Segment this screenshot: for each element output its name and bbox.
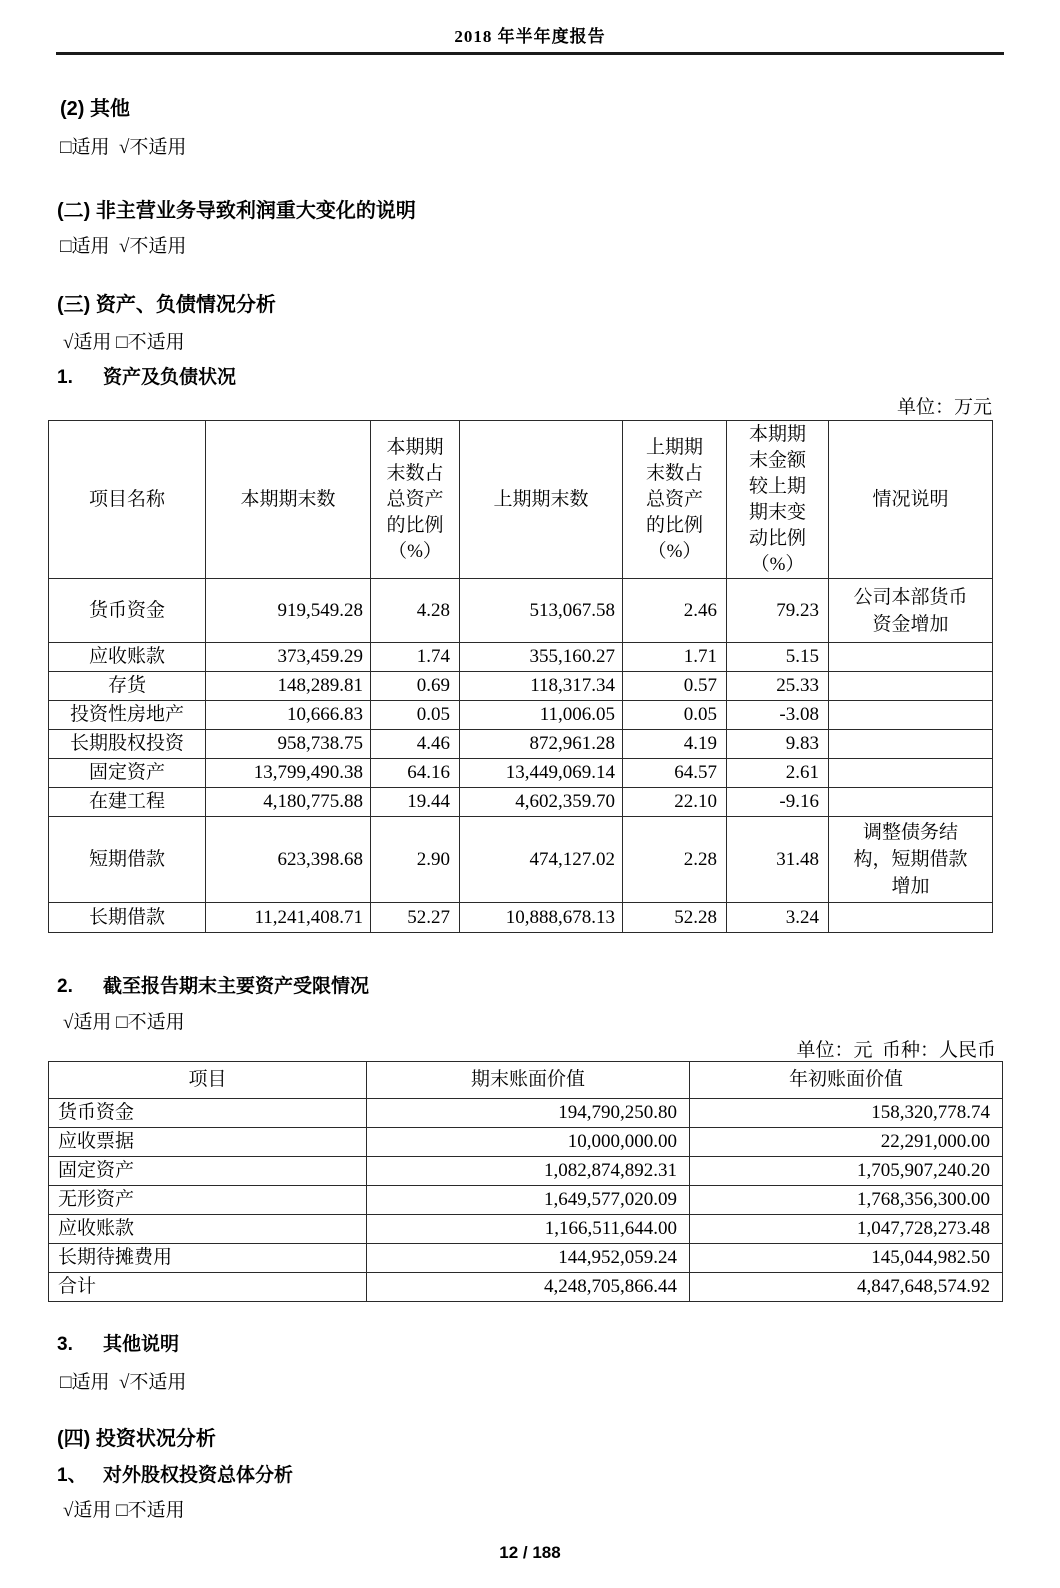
column-header: 期末账面价值 xyxy=(367,1062,690,1099)
table-cell: 10,888,678.13 xyxy=(460,903,623,933)
table-row xyxy=(49,817,993,903)
table-cell: 1.71 xyxy=(623,643,727,672)
column-header: 项目名称 xyxy=(49,421,206,579)
table-cell: 22,291,000.00 xyxy=(690,1128,1003,1157)
column-header: 上期期末数 xyxy=(460,421,623,579)
table-cell: 158,320,778.74 xyxy=(690,1099,1003,1128)
table-cell: 31.48 xyxy=(727,817,829,903)
table-cell: 长期借款 xyxy=(49,903,206,933)
table-cell: 公司本部货币资金增加 xyxy=(829,579,993,643)
other-notes-applicability: □适用 √不适用 xyxy=(60,1372,187,1393)
table-row xyxy=(49,903,993,933)
table-cell xyxy=(829,759,993,788)
table-cell: 148,289.81 xyxy=(206,672,371,701)
table-cell: 固定资产 xyxy=(49,759,206,788)
table-cell: 4.19 xyxy=(623,730,727,759)
table-cell: 4,847,648,574.92 xyxy=(690,1273,1003,1302)
table1-unit-label: 单位：万元 xyxy=(896,397,992,418)
table-cell: 在建工程 xyxy=(49,788,206,817)
equity-investment-applicability: √适用 □不适用 xyxy=(63,1500,185,1521)
table-cell: 919,549.28 xyxy=(206,579,371,643)
table-cell: 1,082,874,892.31 xyxy=(367,1157,690,1186)
table-cell: 10,666.83 xyxy=(206,701,371,730)
table-cell: 4.28 xyxy=(371,579,460,643)
table-cell: 货币资金 xyxy=(49,1099,367,1128)
column-header: 项目 xyxy=(49,1062,367,1099)
table-cell: 64.57 xyxy=(623,759,727,788)
table-cell: 1,768,356,300.00 xyxy=(690,1186,1003,1215)
table-cell xyxy=(829,643,993,672)
table-cell: 5.15 xyxy=(727,643,829,672)
subsection-title: 其他说明 xyxy=(103,1334,180,1355)
table-cell: 0.69 xyxy=(371,672,460,701)
table-cell: 9.83 xyxy=(727,730,829,759)
table-cell: -9.16 xyxy=(727,788,829,817)
table-cell: 22.10 xyxy=(623,788,727,817)
table-cell xyxy=(829,788,993,817)
table-cell: 25.33 xyxy=(727,672,829,701)
table-cell: 短期借款 xyxy=(49,817,206,903)
table-cell: 2.90 xyxy=(371,817,460,903)
table-cell xyxy=(829,730,993,759)
table-cell: 固定资产 xyxy=(49,1157,367,1186)
table-row xyxy=(49,759,993,788)
table-cell xyxy=(829,903,993,933)
table-cell: 长期待摊费用 xyxy=(49,1244,367,1273)
column-header: 情况说明 xyxy=(829,421,993,579)
table-cell: 52.27 xyxy=(371,903,460,933)
table-cell: 79.23 xyxy=(727,579,829,643)
table-cell xyxy=(829,701,993,730)
table-cell: 513,067.58 xyxy=(460,579,623,643)
table-cell: 0.57 xyxy=(623,672,727,701)
subsection-number: 2. xyxy=(57,976,73,997)
table-cell: 194,790,250.80 xyxy=(367,1099,690,1128)
header-rule xyxy=(56,52,1004,55)
section-non-main-heading: (二) 非主营业务导致利润重大变化的说明 xyxy=(57,200,416,222)
table-cell: 623,398.68 xyxy=(206,817,371,903)
section-other-applicability: □适用 √不适用 xyxy=(60,137,187,158)
page-number: 12 / 188 xyxy=(499,1543,561,1562)
table-cell: 19.44 xyxy=(371,788,460,817)
table-cell: 4.46 xyxy=(371,730,460,759)
table-cell: 长期股权投资 xyxy=(49,730,206,759)
table-cell: 投资性房地产 xyxy=(49,701,206,730)
table-row xyxy=(49,788,993,817)
table-cell: 13,799,490.38 xyxy=(206,759,371,788)
table-cell: 958,738.75 xyxy=(206,730,371,759)
subsection-title: 对外股权投资总体分析 xyxy=(103,1465,294,1486)
section-other-heading: (2) 其他 xyxy=(60,98,130,120)
table-row xyxy=(49,1157,1003,1186)
table-cell: 474,127.02 xyxy=(460,817,623,903)
subsection-assets-status xyxy=(57,362,236,389)
page-title: 2018 年半年度报告 xyxy=(454,27,606,46)
table-row xyxy=(49,730,993,759)
section-assets-heading: (三) 资产、负债情况分析 xyxy=(57,294,276,316)
table-cell: 合计 xyxy=(49,1273,367,1302)
table-row xyxy=(49,672,993,701)
subsection-number: 3. xyxy=(57,1334,73,1355)
table-cell: 13,449,069.14 xyxy=(460,759,623,788)
table-row xyxy=(49,1186,1003,1215)
table-row xyxy=(49,579,993,643)
table-cell: 373,459.29 xyxy=(206,643,371,672)
assets-liabilities-table xyxy=(48,420,993,933)
subsection-restricted-assets xyxy=(57,971,369,998)
table-cell: 无形资产 xyxy=(49,1186,367,1215)
section-non-main-applicability: □适用 √不适用 xyxy=(60,236,187,257)
table-row xyxy=(49,1273,1003,1302)
table-row xyxy=(49,1099,1003,1128)
table-cell: 872,961.28 xyxy=(460,730,623,759)
table-cell: 4,602,359.70 xyxy=(460,788,623,817)
table-cell: 1,705,907,240.20 xyxy=(690,1157,1003,1186)
restricted-assets-table xyxy=(48,1061,1003,1302)
column-header: 上期期末数占总资产的比例（%） xyxy=(623,421,727,579)
table-cell: 52.28 xyxy=(623,903,727,933)
table-row xyxy=(49,1215,1003,1244)
table-cell: -3.08 xyxy=(727,701,829,730)
column-header: 本期期末数 xyxy=(206,421,371,579)
table-header-row xyxy=(49,1062,1003,1099)
table-cell: 11,241,408.71 xyxy=(206,903,371,933)
table-row xyxy=(49,1244,1003,1273)
column-header: 本期期末金额较上期期末变动比例（%） xyxy=(727,421,829,579)
subsection-equity-investment xyxy=(57,1460,293,1487)
table-cell: 0.05 xyxy=(371,701,460,730)
table2-unit-label: 单位：元 币种：人民币 xyxy=(796,1040,996,1061)
table-cell: 货币资金 xyxy=(49,579,206,643)
restricted-assets-applicability: √适用 □不适用 xyxy=(63,1012,185,1033)
subsection-number: 1. xyxy=(57,367,73,388)
table-cell: 1,166,511,644.00 xyxy=(367,1215,690,1244)
table-row xyxy=(49,701,993,730)
table-cell: 118,317.34 xyxy=(460,672,623,701)
table-cell: 144,952,059.24 xyxy=(367,1244,690,1273)
column-header: 本期期末数占总资产的比例（%） xyxy=(371,421,460,579)
table-cell: 1,047,728,273.48 xyxy=(690,1215,1003,1244)
table-cell: 10,000,000.00 xyxy=(367,1128,690,1157)
subsection-title: 截至报告期末主要资产受限情况 xyxy=(103,976,370,997)
table-cell: 2.28 xyxy=(623,817,727,903)
table-cell: 应收账款 xyxy=(49,643,206,672)
table-cell: 2.61 xyxy=(727,759,829,788)
subsection-other-notes xyxy=(57,1329,179,1356)
table-cell xyxy=(829,672,993,701)
table-cell: 0.05 xyxy=(623,701,727,730)
column-header: 年初账面价值 xyxy=(690,1062,1003,1099)
table-header-row xyxy=(49,421,993,579)
table-cell: 2.46 xyxy=(623,579,727,643)
table-cell: 4,180,775.88 xyxy=(206,788,371,817)
table-row xyxy=(49,1128,1003,1157)
table-cell: 4,248,705,866.44 xyxy=(367,1273,690,1302)
table-cell: 1,649,577,020.09 xyxy=(367,1186,690,1215)
table-cell: 1.74 xyxy=(371,643,460,672)
subsection-title: 资产及负债状况 xyxy=(103,367,237,388)
table-cell: 应收票据 xyxy=(49,1128,367,1157)
table-cell: 64.16 xyxy=(371,759,460,788)
table-row xyxy=(49,643,993,672)
section-assets-applicability: √适用 □不适用 xyxy=(63,332,185,353)
table-cell: 355,160.27 xyxy=(460,643,623,672)
table-cell: 11,006.05 xyxy=(460,701,623,730)
table-cell: 存货 xyxy=(49,672,206,701)
table-cell: 应收账款 xyxy=(49,1215,367,1244)
subsection-number: 1、 xyxy=(57,1465,87,1486)
table-cell: 145,044,982.50 xyxy=(690,1244,1003,1273)
table-cell: 3.24 xyxy=(727,903,829,933)
section-investment-heading: (四) 投资状况分析 xyxy=(57,1428,216,1450)
table-cell: 调整债务结构，短期借款增加 xyxy=(829,817,993,903)
